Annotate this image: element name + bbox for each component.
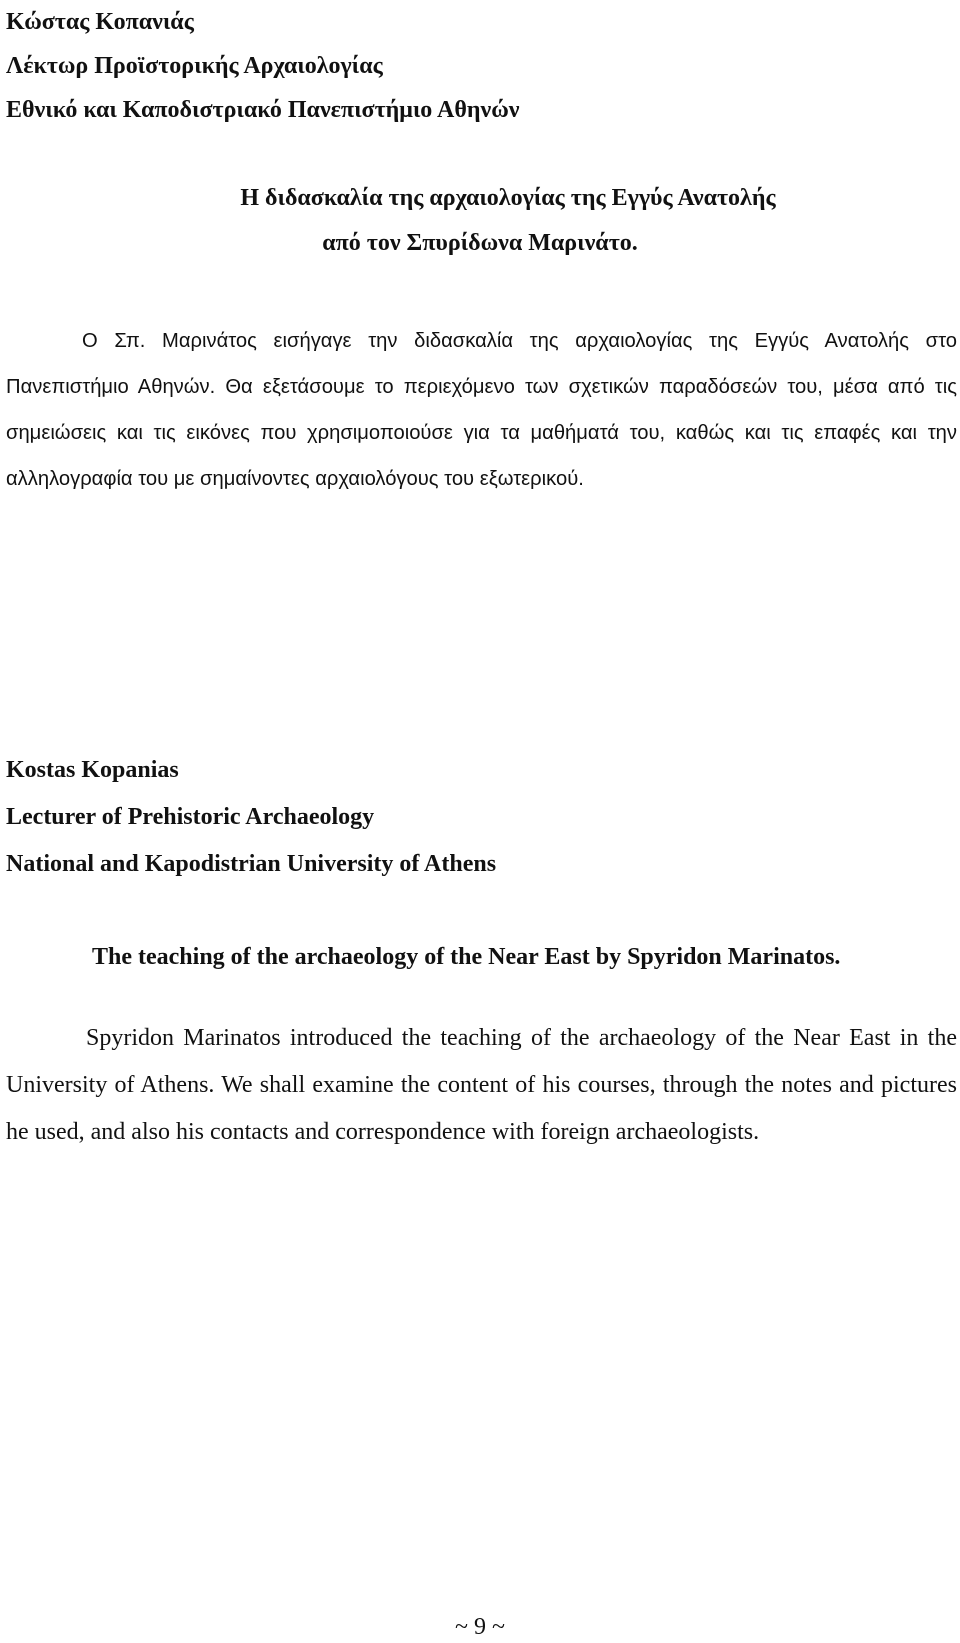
- greek-abstract-paragraph: [6, 318, 957, 502]
- page-number: ~ 9 ~: [455, 1614, 505, 1640]
- greek-title-line-1: Η διδασκαλία της αρχαιολογίας της Εγγύς Ανατολής: [240, 185, 776, 211]
- english-abstract-text: Spyridon Marinatos introduced the teaching of the archaeology of the Near East in the University of Athens. We shall examine the content of his courses, through the notes and pictures he used, and also his contacts and correspondence with foreign archaeologists.: [6, 1025, 957, 1145]
- greek-abstract-text: Ο Σπ. Μαρινάτος εισήγαγε την διδασκαλία της αρχαιολογίας της Εγγύς Ανατολής στο Πανεπιστήμιο Αθηνών. Θα εξετάσουμε το περιεχόμενο των σχετικών παραδόσεών του, μέσα από τις σημειώσεις και τις εικόνες που χρησιμοποιούσε για τα μαθήματά του, καθώς και τις επαφές και την αλληλογραφία του με σημαίνοντες αρχαιολόγους του εξωτερικού.: [6, 330, 957, 490]
- english-author-affiliation: National and Kapodistrian University of Athens: [6, 851, 497, 877]
- greek-title-line-2: από τον Σπυρίδωνα Μαρινάτο.: [322, 230, 638, 256]
- english-author-name: Kostas Kopanias: [6, 757, 179, 783]
- english-author-block: [6, 747, 496, 888]
- greek-author-affiliation: Εθνικό και Καποδιστριακό Πανεπιστήμιο Αθηνών: [6, 97, 520, 123]
- english-abstract-paragraph: [6, 1015, 957, 1156]
- greek-author-block: [6, 0, 519, 132]
- greek-author-name: Κώστας Κοπανιάς: [6, 9, 194, 35]
- greek-author-position: Λέκτωρ Προϊστορικής Αρχαιολογίας: [6, 53, 383, 79]
- english-author-position: Lecturer of Prehistoric Archaeology: [6, 804, 375, 830]
- english-title: The teaching of the archaeology of the Near East by Spyridon Marinatos.: [92, 944, 841, 970]
